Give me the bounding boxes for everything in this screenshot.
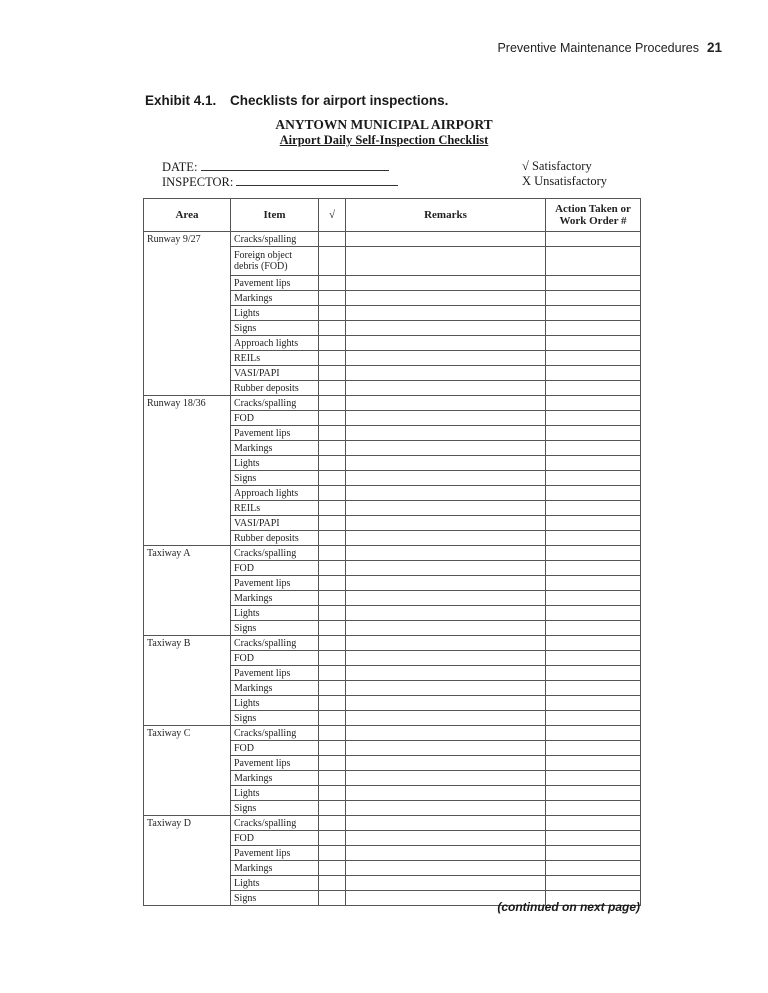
item-cell: Cracks/spalling xyxy=(231,396,319,411)
item-cell: Approach lights xyxy=(231,336,319,351)
check-cell[interactable] xyxy=(319,576,346,591)
check-cell[interactable] xyxy=(319,247,346,276)
area-cell: Taxiway A xyxy=(144,546,231,636)
remarks-cell[interactable] xyxy=(346,351,546,366)
action-cell[interactable] xyxy=(546,486,641,501)
action-cell[interactable] xyxy=(546,681,641,696)
action-cell[interactable] xyxy=(546,351,641,366)
action-cell[interactable] xyxy=(546,336,641,351)
remarks-cell[interactable] xyxy=(346,741,546,756)
remarks-cell[interactable] xyxy=(346,666,546,681)
remarks-cell[interactable] xyxy=(346,291,546,306)
item-cell: Markings xyxy=(231,591,319,606)
item-cell: FOD xyxy=(231,561,319,576)
action-cell[interactable] xyxy=(546,801,641,816)
action-cell[interactable] xyxy=(546,561,641,576)
remarks-cell[interactable] xyxy=(346,651,546,666)
check-cell[interactable] xyxy=(319,651,346,666)
action-cell[interactable] xyxy=(546,396,641,411)
item-cell: Signs xyxy=(231,321,319,336)
action-cell[interactable] xyxy=(546,501,641,516)
area-cell: Runway 18/36 xyxy=(144,396,231,546)
action-cell[interactable] xyxy=(546,606,641,621)
table-row xyxy=(144,636,641,651)
table-row xyxy=(144,232,641,247)
airport-name: ANYTOWN MUNICIPAL AIRPORT xyxy=(275,117,493,132)
check-cell[interactable] xyxy=(319,741,346,756)
action-cell[interactable] xyxy=(546,441,641,456)
check-cell[interactable] xyxy=(319,831,346,846)
action-cell[interactable] xyxy=(546,247,641,276)
check-cell[interactable] xyxy=(319,681,346,696)
check-cell[interactable] xyxy=(319,486,346,501)
remarks-cell[interactable] xyxy=(346,546,546,561)
action-cell[interactable] xyxy=(546,651,641,666)
check-cell[interactable] xyxy=(319,366,346,381)
item-cell: Approach lights xyxy=(231,486,319,501)
remarks-cell[interactable] xyxy=(346,471,546,486)
remarks-cell[interactable] xyxy=(346,681,546,696)
remarks-cell[interactable] xyxy=(346,321,546,336)
remarks-cell[interactable] xyxy=(346,426,546,441)
remarks-cell[interactable] xyxy=(346,366,546,381)
remarks-cell[interactable] xyxy=(346,591,546,606)
exhibit-number: Exhibit 4.1. xyxy=(145,93,217,108)
item-cell: Foreign object debris (FOD) xyxy=(231,247,319,276)
remarks-cell[interactable] xyxy=(346,771,546,786)
check-cell[interactable] xyxy=(319,336,346,351)
action-cell[interactable] xyxy=(546,276,641,291)
item-cell: Pavement lips xyxy=(231,576,319,591)
date-field[interactable] xyxy=(201,159,389,171)
action-cell[interactable] xyxy=(546,232,641,247)
remarks-cell[interactable] xyxy=(346,711,546,726)
action-cell[interactable] xyxy=(546,426,641,441)
check-cell[interactable] xyxy=(319,516,346,531)
item-cell: FOD xyxy=(231,411,319,426)
check-cell[interactable] xyxy=(319,846,346,861)
item-cell: Pavement lips xyxy=(231,276,319,291)
checklist-title: Airport Daily Self-Inspection Checklist xyxy=(279,133,489,147)
remarks-cell[interactable] xyxy=(346,381,546,396)
check-cell[interactable] xyxy=(319,771,346,786)
item-cell: Cracks/spalling xyxy=(231,816,319,831)
action-cell[interactable] xyxy=(546,636,641,651)
remarks-cell[interactable] xyxy=(346,531,546,546)
remarks-cell[interactable] xyxy=(346,247,546,276)
remarks-cell[interactable] xyxy=(346,696,546,711)
item-cell: Signs xyxy=(231,891,319,906)
item-cell: Lights xyxy=(231,306,319,321)
running-title: Preventive Maintenance Procedures xyxy=(497,41,699,55)
item-cell: Pavement lips xyxy=(231,756,319,771)
remarks-cell[interactable] xyxy=(346,636,546,651)
table-row xyxy=(144,546,641,561)
header-check: √ xyxy=(319,199,346,232)
item-cell: Markings xyxy=(231,681,319,696)
check-cell[interactable] xyxy=(319,306,346,321)
remarks-cell[interactable] xyxy=(346,726,546,741)
action-cell[interactable] xyxy=(546,696,641,711)
remarks-cell[interactable] xyxy=(346,232,546,247)
check-cell[interactable] xyxy=(319,636,346,651)
inspection-table xyxy=(143,198,641,906)
item-cell: Rubber deposits xyxy=(231,381,319,396)
remarks-cell[interactable] xyxy=(346,276,546,291)
item-cell: Signs xyxy=(231,711,319,726)
check-cell[interactable] xyxy=(319,696,346,711)
remarks-cell[interactable] xyxy=(346,786,546,801)
item-cell: REILs xyxy=(231,501,319,516)
inspector-label: INSPECTOR: xyxy=(162,175,234,189)
check-cell[interactable] xyxy=(319,666,346,681)
header-area: Area xyxy=(144,199,231,232)
item-cell: Pavement lips xyxy=(231,666,319,681)
item-cell: Cracks/spalling xyxy=(231,546,319,561)
check-cell[interactable] xyxy=(319,531,346,546)
exhibit-title: Checklists for airport inspections. xyxy=(230,93,449,108)
remarks-cell[interactable] xyxy=(346,516,546,531)
check-cell[interactable] xyxy=(319,621,346,636)
action-cell[interactable] xyxy=(546,591,641,606)
action-cell[interactable] xyxy=(546,516,641,531)
item-cell: Cracks/spalling xyxy=(231,636,319,651)
check-cell[interactable] xyxy=(319,291,346,306)
item-cell: Cracks/spalling xyxy=(231,232,319,247)
check-cell[interactable] xyxy=(319,756,346,771)
check-cell[interactable] xyxy=(319,232,346,247)
remarks-cell[interactable] xyxy=(346,486,546,501)
action-cell[interactable] xyxy=(546,576,641,591)
header-item: Item xyxy=(231,199,319,232)
action-cell[interactable] xyxy=(546,726,641,741)
check-cell[interactable] xyxy=(319,501,346,516)
table-row xyxy=(144,816,641,831)
check-cell[interactable] xyxy=(319,471,346,486)
area-cell: Runway 9/27 xyxy=(144,232,231,396)
remarks-cell[interactable] xyxy=(346,861,546,876)
exhibit-caption xyxy=(145,93,448,108)
check-cell[interactable] xyxy=(319,456,346,471)
item-cell: Rubber deposits xyxy=(231,531,319,546)
remarks-cell[interactable] xyxy=(346,336,546,351)
item-cell: Markings xyxy=(231,861,319,876)
remarks-cell[interactable] xyxy=(346,306,546,321)
remarks-cell[interactable] xyxy=(346,606,546,621)
action-cell[interactable] xyxy=(546,771,641,786)
continued-note: (continued on next page) xyxy=(497,900,640,914)
remarks-cell[interactable] xyxy=(346,846,546,861)
check-cell[interactable] xyxy=(319,321,346,336)
check-cell[interactable] xyxy=(319,591,346,606)
remarks-cell[interactable] xyxy=(346,411,546,426)
check-cell[interactable] xyxy=(319,891,346,906)
area-cell: Taxiway D xyxy=(144,816,231,906)
check-cell[interactable] xyxy=(319,801,346,816)
inspector-row xyxy=(162,174,398,190)
item-cell: Signs xyxy=(231,471,319,486)
date-label: DATE: xyxy=(162,160,198,174)
check-cell[interactable] xyxy=(319,606,346,621)
inspector-field[interactable] xyxy=(236,174,398,186)
action-cell[interactable] xyxy=(546,876,641,891)
action-cell[interactable] xyxy=(546,531,641,546)
action-cell[interactable] xyxy=(546,741,641,756)
check-cell[interactable] xyxy=(319,786,346,801)
action-cell[interactable] xyxy=(546,846,641,861)
action-cell[interactable] xyxy=(546,786,641,801)
check-cell[interactable] xyxy=(319,276,346,291)
page-number: 21 xyxy=(706,40,722,55)
action-cell[interactable] xyxy=(546,861,641,876)
item-cell: FOD xyxy=(231,741,319,756)
running-header xyxy=(497,40,722,55)
remarks-cell[interactable] xyxy=(346,501,546,516)
check-cell[interactable] xyxy=(319,381,346,396)
action-cell[interactable] xyxy=(546,816,641,831)
action-cell[interactable] xyxy=(546,546,641,561)
check-cell[interactable] xyxy=(319,426,346,441)
item-cell: Cracks/spalling xyxy=(231,726,319,741)
action-cell[interactable] xyxy=(546,471,641,486)
item-cell: Markings xyxy=(231,291,319,306)
date-row xyxy=(162,159,389,175)
item-cell: Markings xyxy=(231,441,319,456)
area-cell: Taxiway B xyxy=(144,636,231,726)
item-cell: VASI/PAPI xyxy=(231,366,319,381)
remarks-cell[interactable] xyxy=(346,561,546,576)
remarks-cell[interactable] xyxy=(346,576,546,591)
action-cell[interactable] xyxy=(546,291,641,306)
action-cell[interactable] xyxy=(546,306,641,321)
remarks-cell[interactable] xyxy=(346,831,546,846)
check-cell[interactable] xyxy=(319,861,346,876)
item-cell: FOD xyxy=(231,831,319,846)
item-cell: Lights xyxy=(231,876,319,891)
table-row xyxy=(144,726,641,741)
remarks-cell[interactable] xyxy=(346,801,546,816)
legend-satisfactory: √ Satisfactory xyxy=(522,159,592,173)
check-cell[interactable] xyxy=(319,711,346,726)
check-cell[interactable] xyxy=(319,546,346,561)
remarks-cell[interactable] xyxy=(346,816,546,831)
item-cell: FOD xyxy=(231,651,319,666)
check-cell[interactable] xyxy=(319,396,346,411)
header-remarks: Remarks xyxy=(346,199,546,232)
item-cell: Markings xyxy=(231,771,319,786)
action-cell[interactable] xyxy=(546,411,641,426)
legend-unsatisfactory: X Unsatisfactory xyxy=(522,174,608,188)
action-cell[interactable] xyxy=(546,321,641,336)
item-cell: VASI/PAPI xyxy=(231,516,319,531)
item-cell: REILs xyxy=(231,351,319,366)
action-cell[interactable] xyxy=(546,711,641,726)
action-cell[interactable] xyxy=(546,366,641,381)
check-cell[interactable] xyxy=(319,816,346,831)
item-cell: Lights xyxy=(231,786,319,801)
remarks-cell[interactable] xyxy=(346,876,546,891)
action-cell[interactable] xyxy=(546,621,641,636)
check-cell[interactable] xyxy=(319,411,346,426)
table-header-row xyxy=(144,199,641,232)
header-action: Action Taken or Work Order # xyxy=(546,199,641,232)
table-row xyxy=(144,396,641,411)
action-cell[interactable] xyxy=(546,756,641,771)
area-cell: Taxiway C xyxy=(144,726,231,816)
action-cell[interactable] xyxy=(546,831,641,846)
check-cell[interactable] xyxy=(319,351,346,366)
action-cell[interactable] xyxy=(546,381,641,396)
check-cell[interactable] xyxy=(319,441,346,456)
remarks-cell[interactable] xyxy=(346,621,546,636)
remarks-cell[interactable] xyxy=(346,441,546,456)
item-cell: Pavement lips xyxy=(231,846,319,861)
item-cell: Pavement lips xyxy=(231,426,319,441)
item-cell: Lights xyxy=(231,456,319,471)
item-cell: Lights xyxy=(231,606,319,621)
check-cell[interactable] xyxy=(319,726,346,741)
remarks-cell[interactable] xyxy=(346,396,546,411)
item-cell: Signs xyxy=(231,621,319,636)
check-cell[interactable] xyxy=(319,876,346,891)
check-cell[interactable] xyxy=(319,561,346,576)
remarks-cell[interactable] xyxy=(346,456,546,471)
item-cell: Lights xyxy=(231,696,319,711)
action-cell[interactable] xyxy=(546,456,641,471)
remarks-cell[interactable] xyxy=(346,756,546,771)
item-cell: Signs xyxy=(231,801,319,816)
action-cell[interactable] xyxy=(546,666,641,681)
